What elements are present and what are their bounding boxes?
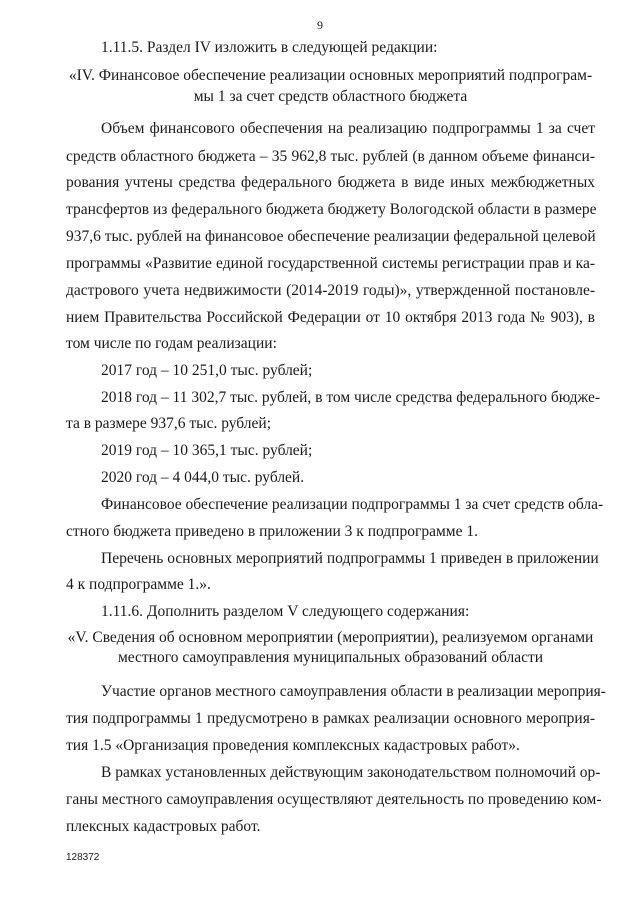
clause-1-11-6: 1.11.6. Дополнить разделом V следующего содержания: [101, 603, 470, 620]
paragraph-line: 4 к подпрограмме 1.». [66, 576, 211, 593]
paragraph-line: тия подпрограммы 1 предусмотрено в рамках реализации основного мероприя- [66, 710, 595, 727]
paragraph-line: стного бюджета приведено в приложении 3 к подпрограмме 1. [66, 523, 478, 540]
paragraph-line: тия 1.5 «Организация проведения комплексных кадастровых работ». [66, 737, 520, 754]
paragraph-line: Перечень основных мероприятий подпрограммы 1 приведен в приложении [101, 550, 599, 567]
section-iv-heading-line-2: мы 1 за счет средств областного бюджета [193, 88, 468, 105]
paragraph-line: плексных кадастровых работ. [66, 818, 261, 835]
page-number: 9 [317, 18, 323, 32]
year-2018-line: 2018 год – 11 302,7 тыс. рублей, в том числе средства федерального бюдже- [101, 389, 601, 406]
paragraph-line: 937,6 тыс. рублей на финансовое обеспечение реализации федеральной целевой [66, 228, 596, 245]
paragraph-line: Участие органов местного самоуправления области в реализации мероприя- [101, 683, 606, 700]
paragraph-line: рования учтены средства федерального бюджета в виде иных межбюджетных [66, 174, 595, 191]
paragraph-line: нием Правительства Российской Федерации от 10 октября 2013 года № 903), в [66, 309, 595, 326]
clause-1-11-5: 1.11.5. Раздел IV изложить в следующей редакции: [101, 39, 438, 56]
paragraph-line: средств областного бюджета – 35 962,8 тыс. рублей (в данном объеме финанси- [66, 148, 595, 165]
year-2017-line: 2017 год – 10 251,0 тыс. рублей; [101, 362, 313, 379]
document-code: 128372 [66, 852, 100, 863]
paragraph-line: Финансовое обеспечение реализации подпрограммы 1 за счет средств обла- [101, 496, 604, 513]
paragraph-line: дастрового учета недвижимости (2014-2019 годы)», утвержденной постановле- [66, 282, 595, 299]
paragraph-line: трансфертов из федерального бюджета бюджету Вологодской области в размере [66, 201, 597, 218]
year-2018-line-continued: та в размере 937,6 тыс. рублей; [66, 415, 272, 432]
year-2020-line: 2020 год – 4 044,0 тыс. рублей. [101, 469, 305, 486]
paragraph-line: Объем финансового обеспечения на реализацию подпрограммы 1 за счет [101, 120, 595, 137]
paragraph-line: ганы местного самоуправления осуществляют деятельность по проведению ком- [66, 791, 602, 808]
year-2019-line: 2019 год – 10 365,1 тыс. рублей; [101, 442, 313, 459]
section-v-heading-line-1: «V. Сведения об основном мероприятии (мероприятии), реализуемом органами [67, 629, 594, 646]
section-iv-heading-line-1: «IV. Финансовое обеспечение реализации основных мероприятий подпрограм- [68, 67, 593, 84]
paragraph-line: программы «Развитие единой государственной системы регистрации прав и ка- [66, 255, 595, 272]
paragraph-line: В рамках установленных действующим законодательством полномочий ор- [101, 764, 601, 781]
section-v-heading-line-2: местного самоуправления муниципальных образований области [117, 649, 544, 666]
paragraph-line: том числе по годам реализации: [66, 335, 277, 352]
